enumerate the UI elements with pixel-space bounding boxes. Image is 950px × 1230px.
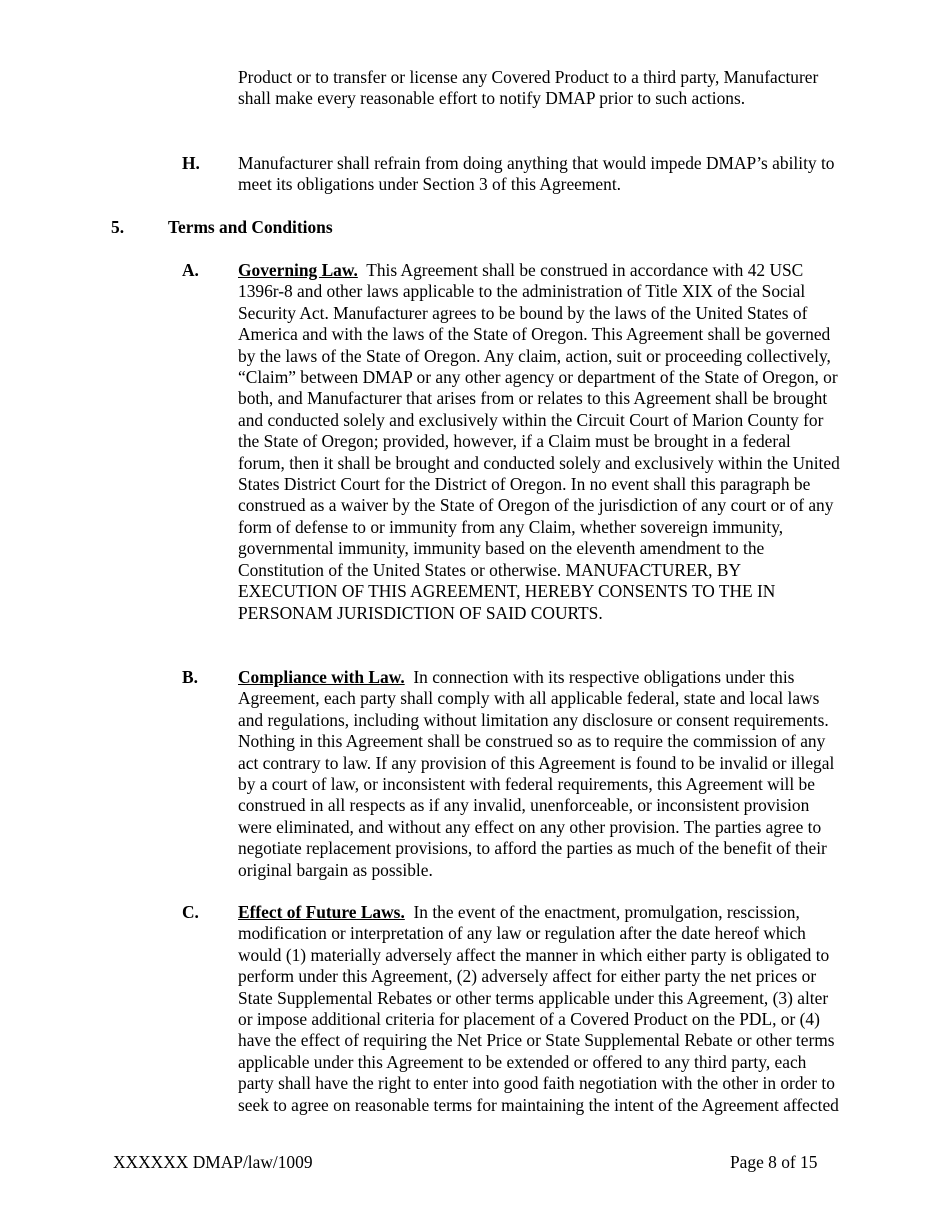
section-5-number: 5. xyxy=(111,217,125,237)
item-h-paragraph: Manufacturer shall refrain from doing anything that would impede DMAP’s ability to meet its obligations under Section 3 of this Agreement. xyxy=(238,153,835,195)
item-b-text: In connection with its respective obligations under this Agreement, each party shall comply with all applicable federal, state and local laws and regulations, including without limitation any disclosure or consent requirements. Nothing in this Agreement shall be construed so as to require the commission of any act contrary to law. If any provision of this Agreement is found to be invalid or illegal by a court of law, or inconsistent with federal requirements, this Agreement will be construed in all respects as if any invalid, unenforceable, or inconsistent provision were eliminated, and without any effect on any other provision. The parties agree to negotiate replacement provisions, to afford the parties as much of the benefit of their original bargain as possible. xyxy=(238,667,835,880)
section-5-title: Terms and Conditions xyxy=(168,217,333,237)
item-b-letter: B. xyxy=(182,667,198,687)
item-c-letter: C. xyxy=(182,902,199,922)
footer-document-id: XXXXXX DMAP/law/1009 xyxy=(113,1152,313,1172)
footer-page-number: Page 8 of 15 xyxy=(730,1152,818,1172)
item-h-letter: H. xyxy=(182,153,200,173)
item-a-title: Governing Law. xyxy=(238,260,358,280)
item-c-title: Effect of Future Laws. xyxy=(238,902,405,922)
item-b-title: Compliance with Law. xyxy=(238,667,405,687)
item-a-text: This Agreement shall be construed in accordance with 42 USC 1396r-8 and other laws applicable to the administration of Title XIX of the Social Security Act. Manufacturer agrees to be bound by the laws of the United States of America and with the laws of the State of Oregon. This Agreement shall be governed by the laws of the State of Oregon. Any claim, action, suit or proceeding collectively, “Claim” between DMAP or any other agency or department of the State of Oregon, or both, and Manufacturer that arises from or relates to this Agreement shall be brought and conducted solely and exclusively within the Circuit Court of Marion County for the State of Oregon; provided, however, if a Claim must be brought in a federal forum, then it shall be brought and conducted solely and exclusively within the United States District Court for the District of Oregon. In no event shall this paragraph be construed as a waiver by the State of Oregon of the jurisdiction of any court or of any form of defense to or immunity from any Claim, whether sovereign immunity, governmental immunity, immunity based on the eleventh amendment to the Constitution of the United States or otherwise. MANUFACTURER, BY EXECUTION OF THIS AGREEMENT, HEREBY CONSENTS TO THE IN PERSONAM JURISDICTION OF SAID COURTS. xyxy=(238,260,840,623)
item-a-paragraph xyxy=(238,260,841,624)
item-c-text: In the event of the enactment, promulgation, rescission, modification or interpretation of any law or regulation after the date hereof which would (1) materially adversely affect the manner in which either party is obligated to perform under this Agreement, (2) adversely affect for either party the net prices or State Supplemental Rebates or other terms applicable under this Agreement, (3) alter or impose additional criteria for placement of a Covered Product on the PDL, or (4) have the effect of requiring the Net Price or State Supplemental Rebate or other terms applicable under this Agreement to be extended or offered to any third party, each party shall have the right to enter into good faith negotiation with the other in order to seek to agree on reasonable terms for maintaining the intent of the Agreement affected xyxy=(238,902,839,1115)
item-a-letter: A. xyxy=(182,260,199,280)
item-b-paragraph xyxy=(238,667,841,881)
continuation-paragraph: Product or to transfer or license any Covered Product to a third party, Manufacturer shall make every reasonable effort to notify DMAP prior to such actions. xyxy=(238,67,819,109)
item-c-paragraph xyxy=(238,902,841,1116)
